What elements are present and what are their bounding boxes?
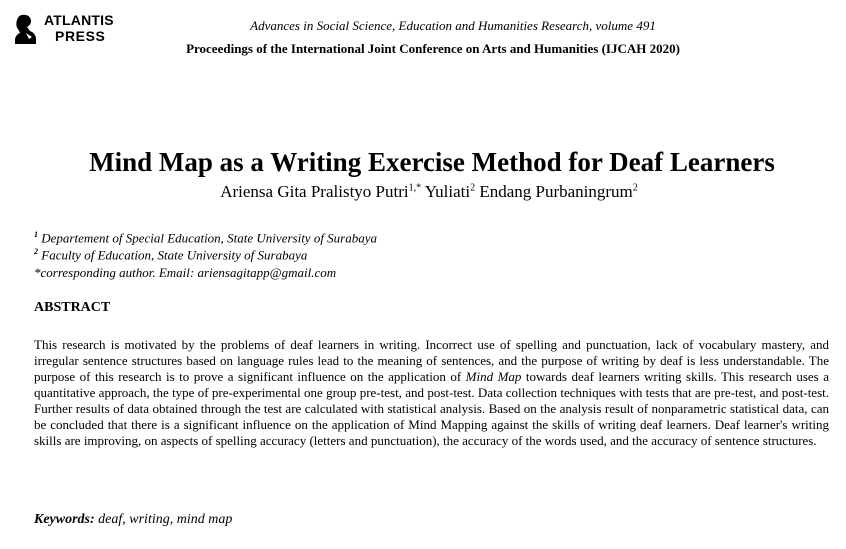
- affiliation-text: Departement of Special Education, State University of Surabaya: [41, 230, 378, 246]
- author-list: [0, 182, 846, 202]
- keywords-label: Keywords:: [34, 512, 95, 527]
- logo-text-line2: PRESS: [55, 28, 106, 44]
- logo-text-line1: ATLANTIS: [44, 12, 114, 28]
- author-affiliation-mark: 1,*: [408, 182, 422, 194]
- corresponding-author: *corresponding author. Email: ariensagitapp@gmail.com: [34, 265, 337, 280]
- author-name: Yuliati: [424, 182, 471, 201]
- author-name: Endang Purbaningrum: [479, 182, 633, 201]
- paper-title: Mind Map as a Writing Exercise Method for Deaf Learners: [89, 147, 775, 177]
- affiliation-mark: 1: [34, 230, 38, 239]
- author-name: Ariensa Gita Pralistyo Putri: [220, 182, 409, 201]
- abstract-body: [34, 337, 829, 449]
- author-affiliation-mark: 2: [632, 182, 638, 194]
- keywords: [34, 512, 232, 528]
- abstract-text: towards deaf learners writing skills. This research uses a quantitative approach, the type of pre-experimental one group pre-test, and post-test. Data collection techniques with tests that are pre-test, and post-test. Further results of data obtained through the test are calculated with statistical analysis. Based on the analysis result of nonparametric statistical data, can be concluded that there is a significant influence on the application of Mind Mapping against the skills of writing deaf learners. Deaf learner's writing skills are improving, on aspects of spelling accuracy (letters and punctuation), the accuracy of the words used, and the accuracy of sentence structures.: [34, 369, 829, 448]
- abstract-text: This research is motivated by the problems of deaf learners in writing. Incorrect use of spelling and punctuation, lack of vocabulary mastery, and irregular sentence structures based on language rules lead to the meaning of sentences, and the purpose of writing by deaf is less understandable. The purpose of this research is to prove a significant influence on the application of: [34, 337, 829, 384]
- affiliation-1: [34, 230, 377, 246]
- abstract-italic-term: Mind Map: [465, 369, 522, 384]
- journal-header: Advances in Social Science, Education and Humanities Research, volume 491: [250, 18, 656, 33]
- keywords-list: deaf, writing, mind map: [94, 512, 233, 527]
- affiliation-mark: 2: [34, 247, 38, 256]
- abstract-heading: ABSTRACT: [34, 300, 111, 315]
- proceedings-header: Proceedings of the International Joint Conference on Arts and Humanities (IJCAH 2020): [186, 41, 680, 56]
- affiliation-text: Faculty of Education, State University of Surabaya: [41, 247, 308, 263]
- affiliation-2: [34, 247, 307, 263]
- author-affiliation-mark: 2: [470, 182, 476, 194]
